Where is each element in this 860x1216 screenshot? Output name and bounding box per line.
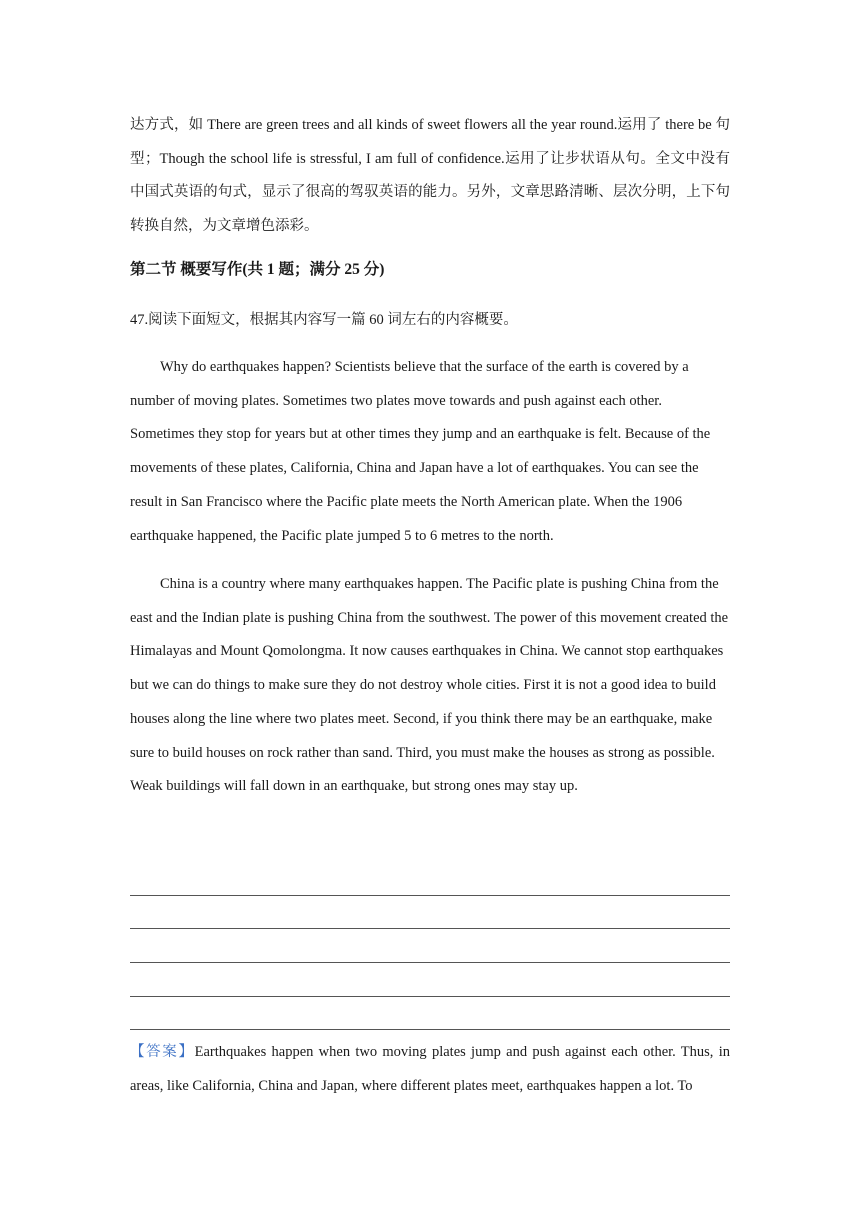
writing-line bbox=[130, 896, 730, 930]
writing-line bbox=[130, 963, 730, 997]
passage-paragraph-1: Why do earthquakes happen? Scientists believe that the surface of the earth is covered by a number of moving plates. Sometimes two plates move towards and push against each other. Sometimes they stop for years but at other times they jump and an earthquake is felt. Because of the movements of these plates, California, China and Japan have a lot of earthquakes. You can see the result in San Francisco where the Pacific plate meets the North American plate. When the 1906 earthquake happened, the Pacific plate jumped 5 to 6 metres to the north. bbox=[130, 359, 711, 544]
answer-tag: 【答案】 bbox=[130, 1044, 195, 1060]
answer-text: Earthquakes happen when two moving plates jump and push against each other. Thus, in areas, like California, China and Japan, where different plates meet, earthquakes happen a lot. To bbox=[130, 1044, 730, 1094]
intro-paragraph: 达方式，如 There are green trees and all kinds of sweet flowers all the year round.运用了 there be 句型；Though the school life is stressful, I am full of confidence.运用了让步状语从句。全文中没有中国式英语的句式，显示了很高的驾驭英语的能力。另外，文章思路清晰、层次分明，上下句转换自然，为文章增色添彩。 bbox=[130, 117, 730, 234]
writing-line bbox=[130, 997, 730, 1031]
section-heading: 第二节 概要写作(共 1 题；满分 25 分) bbox=[130, 261, 385, 278]
writing-line bbox=[130, 862, 730, 896]
answer-writing-lines bbox=[130, 862, 730, 1030]
question-prompt: 47.阅读下面短文，根据其内容写一篇 60 词左右的内容概要。 bbox=[130, 312, 518, 328]
writing-line bbox=[130, 929, 730, 963]
passage-paragraph-2: China is a country where many earthquakes happen. The Pacific plate is pushing China from the east and the Indian plate is pushing China from the southwest. The power of this movement created the Himalayas and Mount Qomolongma. It now causes earthquakes in China. We cannot stop earthquakes but we can do things to make sure they do not destroy whole cities. First it is not a good idea to build houses along the line where two plates meet. Second, if you think there may be an earthquake, make sure to build houses on rock rather than sand. Third, you must make the houses as strong as possible. Weak buildings will fall down in an earthquake, but strong ones may stay up. bbox=[130, 576, 729, 795]
answer-paragraph bbox=[130, 1036, 730, 1103]
